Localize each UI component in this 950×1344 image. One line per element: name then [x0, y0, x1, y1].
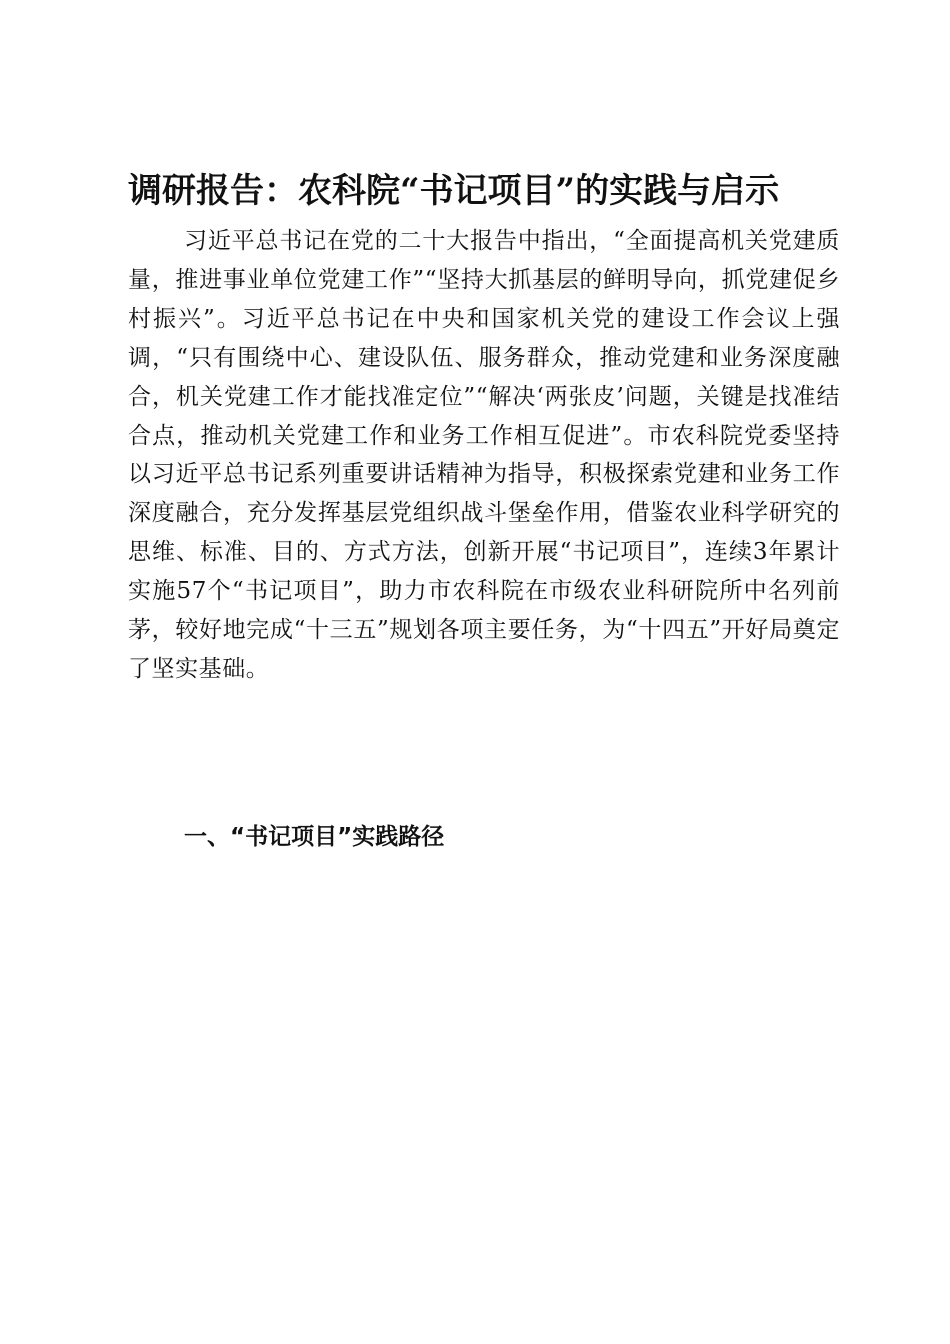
body-paragraph: 习近平总书记在党的二十大报告中指出，“全面提高机关党建质量，推进事业单位党建工作”“坚持大抓基层的鲜明导向，抓党建促乡村振兴”。习近平总书记在中央和国家机关党的建设工作会议上强调，“只有围绕中心、建设队伍、服务群众，推动党建和业务深度融合，机关党建工作才能找准定位”“解决‘两张皮’问题，关键是找准结合点，推动机关党建工作和业务工作相互促进”。市农科院党委坚持以习近平总书记系列重要讲话精神为指导，积极探索党建和业务工作深度融合，充分发挥基层党组织战斗堡垒作用，借鉴农业科学研究的思维、标准、目的、方式方法，创新开展“书记项目”，连续3年累计实施57个“书记项目”，助力市农科院在市级农业科研院所中名列前茅，较好地完成“十三五”规划各项主要任务，为“十四五”开好局奠定了坚实基础。: [128, 228, 840, 682]
document-title: 调研报告：农科院“书记项目”的实践与启示: [128, 171, 780, 211]
section-heading: 一、“书记项目”实践路径: [184, 824, 445, 850]
